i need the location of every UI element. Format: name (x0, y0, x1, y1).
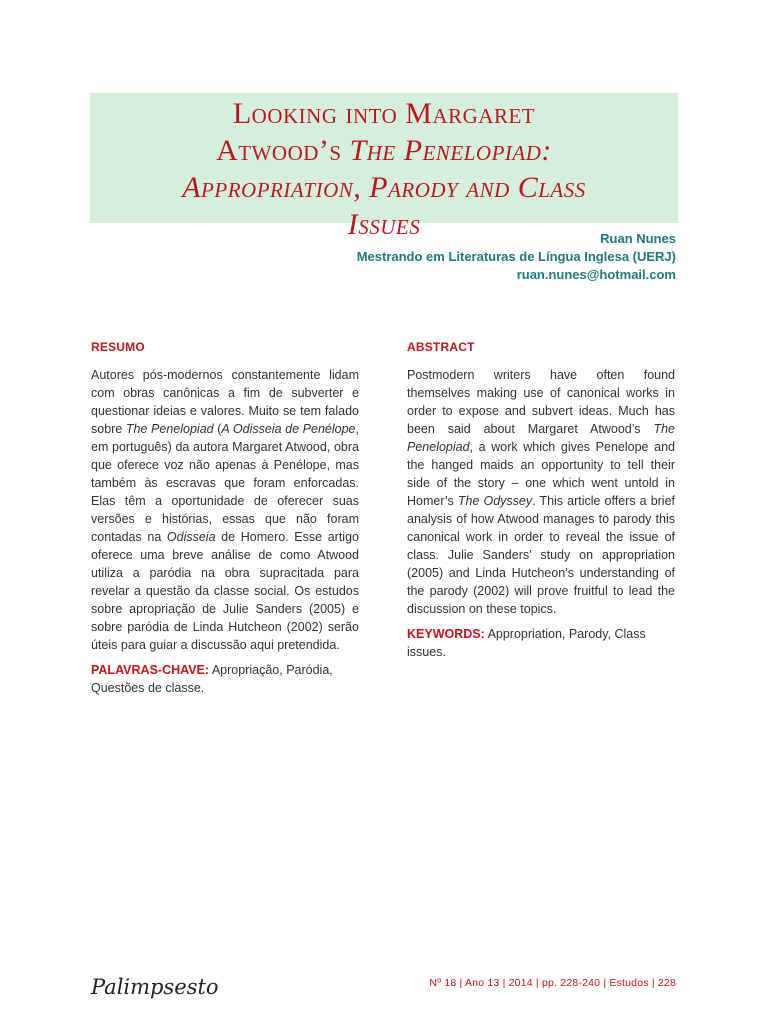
resumo-column (91, 338, 359, 697)
author-affiliation: Mestrando em Literaturas de Língua Inglesa (UERJ) (356, 249, 676, 264)
abstract-text-2: , a work which gives Penelope and the hanged maids an opportunity to tell their side of the story – one which went untold in Homer’s (407, 440, 675, 508)
journal-logo: Palimpsesto (91, 975, 219, 999)
resumo-keywords-text: Apropriação, Paródia, Questões de classe. (91, 663, 333, 695)
abstract-column (407, 338, 675, 661)
title-line-2-italic: The Penelopiad: (349, 134, 552, 167)
title-line-2 (90, 132, 678, 169)
resumo-text (91, 366, 359, 654)
resumo-italic-1: The Penelopiad (125, 422, 214, 436)
resumo-heading: RESUMO (91, 340, 145, 354)
resumo-keywords-label: PALAVRAS-CHAVE: (91, 663, 210, 677)
abstract-italic-2: The Odyssey (457, 494, 533, 508)
abstract-text-1: Postmodern writers have often found themselves making use of canonical works in order to expose and subvert ideas. Much has been said about Margaret Atwood’s (407, 368, 675, 436)
resumo-italic-3: Odisseia (166, 530, 216, 544)
title-line-3 (90, 169, 678, 206)
title-line-1: Looking into Margaret (232, 97, 536, 130)
resumo-italic-2: A Odisseia de Penélope (221, 422, 356, 436)
title-line-4-italic: Issues (347, 208, 421, 241)
resumo-text-2: ( (213, 422, 222, 436)
resumo-text-4: de Homero. Esse artigo oferece uma breve análise de como Atwood utiliza a paródia na obra supracitada para revelar a questão da classe social. Os estudos sobre apropriação de Julie Sanders (2005) e sobre paródia de Linda Hutcheon (2002) serão úteis para guiar a discussão aqui pretendida. (91, 530, 359, 652)
author-block (357, 230, 676, 284)
abstract-keywords-label: KEYWORDS: (407, 627, 485, 641)
author-email[interactable]: ruan.nunes@hotmail.com (516, 267, 676, 282)
abstract-keywords (407, 625, 675, 661)
abstract-heading: ABSTRACT (407, 340, 475, 354)
resumo-text-3: , em português) da autora Margaret Atwood, obra que oferece voz não apenas à Penélope, mas também às escravas que foram enforcadas. Elas têm a oportunidade de oferecer suas versões e histórias, essas que não foram contadas na (91, 422, 359, 544)
footer-issue-info: Nº 18 | Ano 13 | 2014 | pp. 228-240 | Estudos | 228 (429, 977, 676, 989)
abstract-text (407, 366, 675, 618)
abstract-italic-1: The Penelopiad (407, 422, 675, 454)
author-name: Ruan Nunes (600, 231, 676, 246)
title-line-2-prefix: Atwood’s (216, 134, 350, 167)
abstract-text-3: . This article offers a brief analysis of how Atwood manages to parody this canonical work in order to reveal the issue of class. Julie Sanders’ study on appropriation (2005) and Linda Hutcheon’s understanding of the parody (2002) will prove fruitful to lead the discussion on these topics. (407, 494, 676, 616)
resumo-text-1: Autores pós-modernos constantemente lidam com obras canônicas a fim de subverter e questionar ideias e valores. Muito se tem falado sobre (91, 368, 359, 436)
title-line-3-italic: Appropriation, Parody and Class (182, 171, 586, 204)
resumo-keywords (91, 661, 359, 697)
abstract-keywords-text: Appropriation, Parody, Class issues. (407, 627, 646, 659)
